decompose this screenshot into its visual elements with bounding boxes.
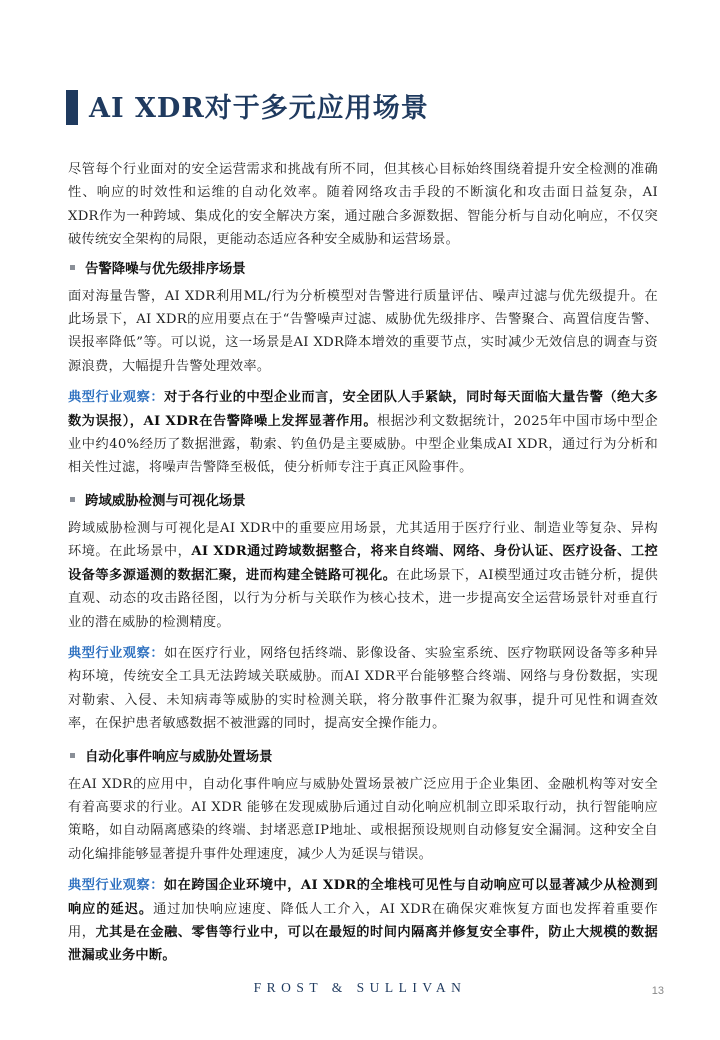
section-heading-text: 跨域威胁检测与可视化场景 <box>85 492 246 509</box>
main-content <box>68 158 658 978</box>
body-bold-text: AI XDR通过跨域数据整合，将来自终端、网络、身份认证、医疗设备、工控设备等多源遥测的数据汇聚，进而构建全链路可视化。 <box>68 544 659 583</box>
section-heading-1 <box>68 258 658 277</box>
observation-text: 如在医疗行业，网络包括终端、影像设备、实验室系统、医疗物联网设备等多种异构环境，传统安全工具无法跨域关联威胁。而AI XDR平台能够整合终端、网络与身份数据，实现对勒索、入侵、未知病毒等威胁的实时检测关联，将分散事件汇聚为叙事，提升可见性和调查效率，在保护患者敏感数据不被泄露的同时，提高安全操作能力。 <box>68 645 658 732</box>
section-body-2 <box>68 517 658 634</box>
section-heading-text: 告警降噪与优先级排序场景 <box>85 260 246 277</box>
square-bullet-icon <box>70 497 75 502</box>
section-heading-text: 自动化事件响应与威胁处置场景 <box>85 748 273 765</box>
observation-bold-text: 对于各行业的中型企业而言，安全团队人手紧缺，同时每天面临大量告警（绝大多数为误报），AI XDR在告警降噪上发挥显著作用。 <box>68 390 658 429</box>
square-bullet-icon <box>70 265 75 270</box>
page-number: 13 <box>651 985 664 997</box>
observation-text: 通过加快响应速度、降低人工介入，AI XDR在确保灾难恢复方面也发挥着重要作用， <box>68 901 658 940</box>
industry-observation-1 <box>68 386 658 480</box>
observation-label: 典型行业观察： <box>68 390 165 406</box>
observation-bold-text: 尤其是在金融、零售等行业中，可以在最短的时间内隔离并修复安全事件，防止大规模的数据泄漏或业务中断。 <box>68 924 658 964</box>
observation-bold-text: 如在跨国企业环境中，AI XDR的全堆栈可见性与自动响应可以显著减少从检测到响应的延迟。 <box>68 878 658 917</box>
body-text: 跨域威胁检测与可视化是AI XDR中的重要应用场景，尤其适用于医疗行业、制造业等复杂、异构环境。在此场景中， <box>68 520 658 560</box>
body-text: 在此场景下，AI模型通过攻击链分析，提供直观、动态的攻击路径图，以行为分析与关联作为核心技术，进一步提高安全运营场景针对垂直行业的潜在威胁的检测精度。 <box>68 567 659 630</box>
industry-observation-3 <box>68 874 658 968</box>
section-heading-3 <box>68 746 658 765</box>
page-title: AI XDR对于多元应用场景 <box>89 93 429 124</box>
frost-sullivan-logo: FROST & SULLIVAN <box>253 980 467 995</box>
observation-label: 典型行业观察： <box>68 645 165 661</box>
square-bullet-icon <box>70 753 75 758</box>
observation-text: 根据沙利文数据统计，2025年中国市场中型企业中约40%经历了数据泄露，勒索、钓鱼仍是主要威胁。中型企业集成AI XDR，通过行为分析和相关性过滤，将噪声告警降至极低，使分析师专注于真正风险事件。 <box>68 413 658 476</box>
title-accent-bar <box>66 90 78 125</box>
section-body-1: 面对海量告警，AI XDR利用ML/行为分析模型对告警进行质量评估、噪声过滤与优先级提升。在此场景下，AI XDR的应用要点在于“告警噪声过滤、威胁优先级排序、告警聚合、高置信度告警、误报率降低”等。可以说，这一场景是AI XDR降本增效的重要节点，实时减少无效信息的调查与资源浪费，大幅提升告警处理效率。 <box>68 288 658 374</box>
section-heading-2 <box>68 490 658 509</box>
section-body-3: 在AI XDR的应用中，自动化事件响应与威胁处置场景被广泛应用于企业集团、金融机构等对安全有着高要求的行业。AI XDR 能够在发现威胁后通过自动化响应机制立即采取行动，执行智能响应策略，如自动隔离感染的终端、封堵恶意IP地址、或根据预设规则自动修复安全漏洞。这种安全自动化编排能够显著提升事件处理速度，减少人为延误与错误。 <box>68 776 658 862</box>
industry-observation-2 <box>68 642 658 736</box>
intro-paragraph: 尽管每个行业面对的安全运营需求和挑战有所不同，但其核心目标始终围绕着提升安全检测的准确性、响应的时效性和运维的自动化效率。随着网络攻击手段的不断演化和攻击面日益复杂，AI XDR作为一种跨域、集成化的安全解决方案，通过融合多源数据、智能分析与自动化响应，不仅突破传统安全架构的局限，更能动态适应各种安全威胁和运营场景。 <box>68 162 658 248</box>
observation-label: 典型行业观察： <box>68 878 164 894</box>
